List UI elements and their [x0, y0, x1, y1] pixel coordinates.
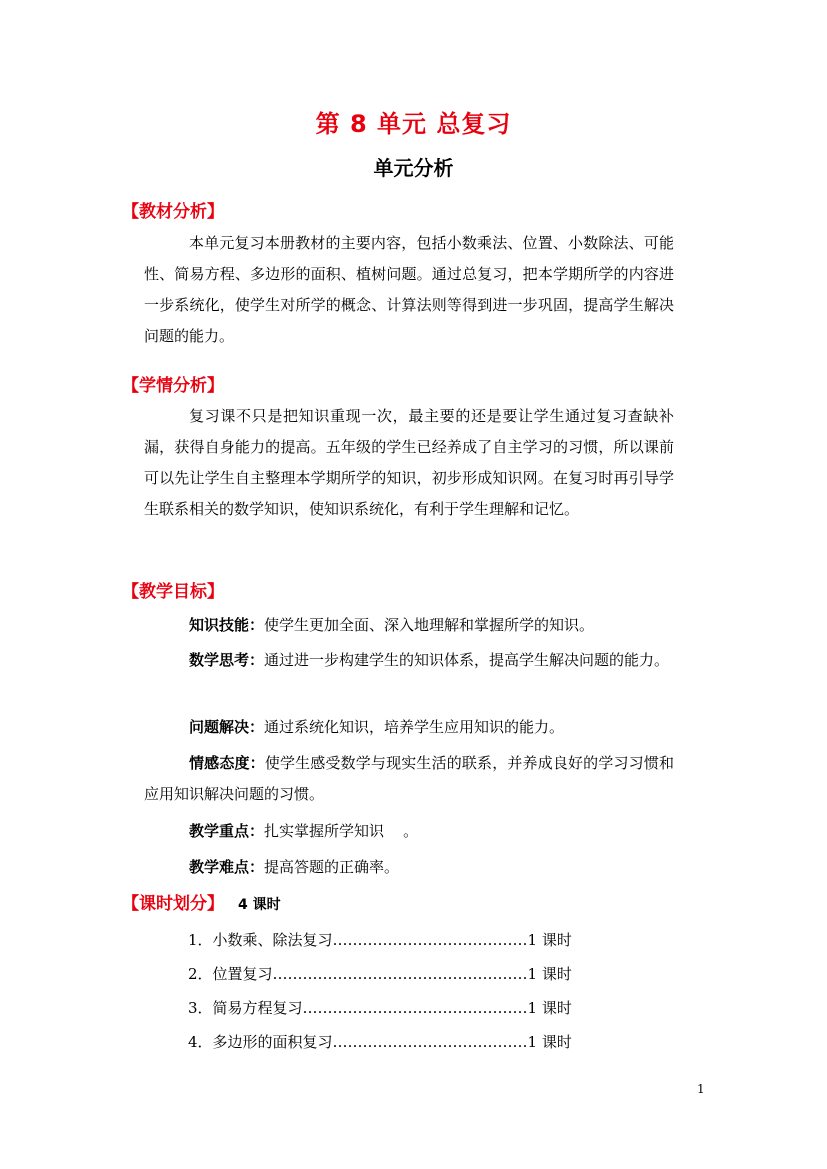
unit-subtitle: 单元分析	[373, 156, 454, 180]
goal-text: 使学生更加全面、深入地理解和掌握所学的知识。	[264, 616, 595, 634]
goal-label: 数学思考：	[189, 651, 265, 669]
lesson-item: 4．多边形的面积复习…………………………………1 课时	[188, 1033, 572, 1051]
lesson-item: 2．位置复习……………………………………………1 课时	[188, 965, 572, 983]
goal-text: 提高答题的正确率。	[264, 858, 400, 876]
goal-knowledge-skills	[144, 610, 674, 641]
heading-lesson-schedule	[122, 889, 281, 914]
heading-teaching-goals: 【教学目标】	[122, 582, 224, 602]
goal-label: 问题解决：	[189, 718, 265, 736]
lesson-item: 1．小数乘、除法复习…………………………………1 课时	[188, 931, 572, 949]
page-number: 1	[697, 1082, 705, 1096]
material-analysis-text: 本单元复习本册教材的主要内容，包括小数乘法、位置、小数除法、可能性、简易方程、多边形的面积、植树问题。通过总复习，把本学期所学的内容进一步系统化，使学生对所学的概念、计算法则等得到进一步巩固，提高学生解决问题的能力。	[144, 234, 674, 345]
goal-attitude	[144, 748, 674, 810]
goal-text: 扎实掌握所学知识 。	[264, 822, 419, 840]
heading-student-analysis: 【学情分析】	[122, 376, 224, 396]
heading-lesson-schedule-label: 【课时划分】	[122, 894, 224, 914]
goal-difficulty	[144, 852, 674, 883]
goal-problem-solving	[144, 712, 674, 743]
goal-text: 通过系统化知识，培养学生应用知识的能力。	[264, 718, 565, 736]
goal-math-thinking	[144, 645, 674, 676]
unit-title: 第 8 单元 总复习	[315, 110, 512, 138]
goal-label: 知识技能：	[189, 616, 265, 634]
goal-label: 教学难点：	[189, 858, 265, 876]
goal-text: 使学生感受数学与现实生活的联系，并养成良好的学习习惯和应用知识解决问题的习惯。	[144, 754, 674, 803]
goal-text: 通过进一步构建学生的知识体系，提高学生解决问题的能力。	[264, 651, 670, 669]
heading-material-analysis: 【教材分析】	[122, 202, 224, 222]
goal-label: 情感态度：	[189, 754, 265, 772]
goal-label: 教学重点：	[189, 822, 265, 840]
goal-key-point	[144, 816, 674, 847]
lesson-item: 3．简易方程复习………………………………………1 课时	[188, 999, 572, 1017]
student-analysis-text: 复习课不只是把知识重现一次，最主要的还是要让学生通过复习查缺补漏，获得自身能力的提高。五年级的学生已经养成了自主学习的习惯，所以课前可以先让学生自主整理本学期所学的知识，初步形成知识网。在复习时再引导学生联系相关的数学知识，使知识系统化，有利于学生理解和记忆。	[144, 407, 674, 518]
total-lessons: 4 课时	[238, 897, 281, 913]
